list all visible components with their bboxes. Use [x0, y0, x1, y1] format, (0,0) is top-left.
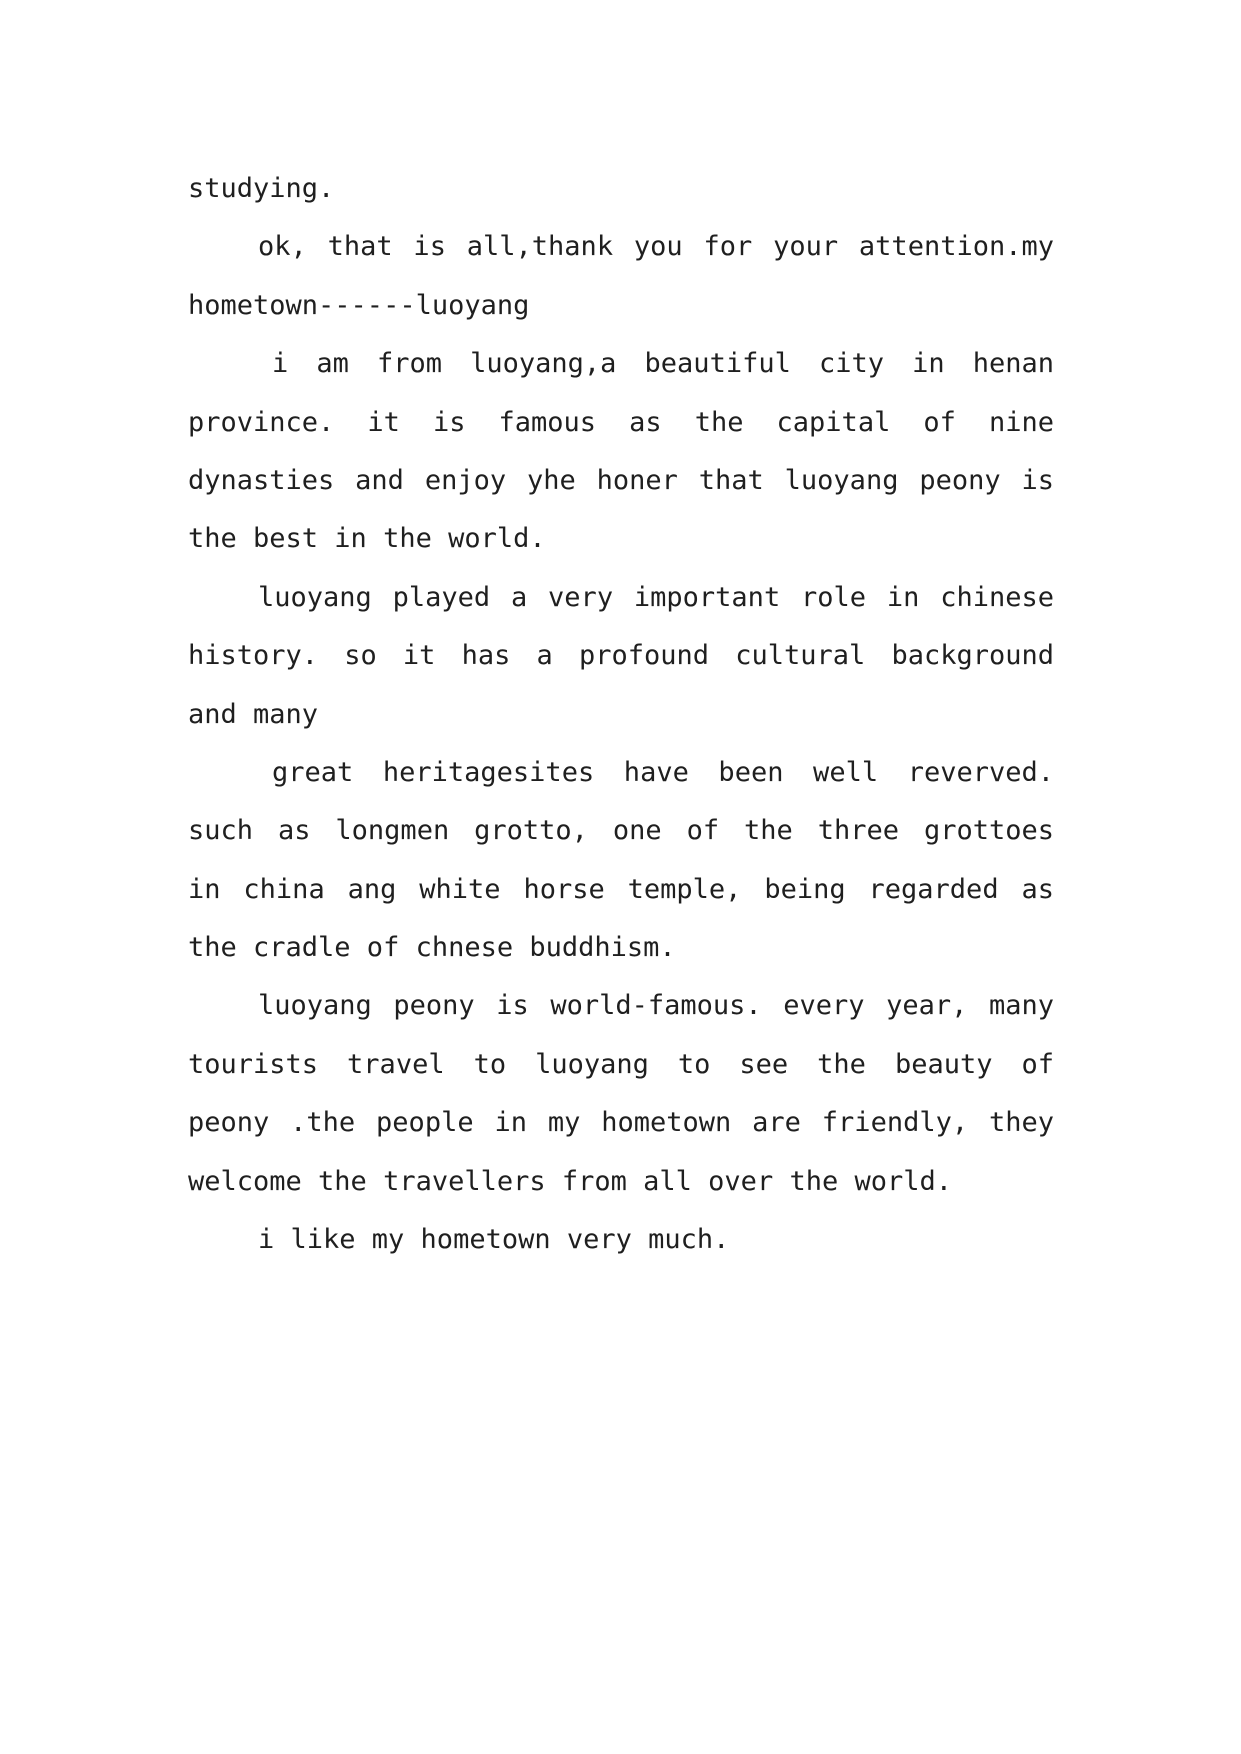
text-line: history. so it has a profound cultural background	[188, 640, 1054, 672]
text-line: the best in the world.	[188, 523, 546, 555]
document-body	[188, 160, 1054, 1269]
text-line: i am from luoyang,a beautiful city in henan	[272, 348, 1054, 380]
text-line: province. it is famous as the capital of nine	[188, 406, 1054, 438]
text-line: hometown------luoyang	[188, 289, 530, 321]
text-line: welcome the travellers from all over the world.	[188, 1165, 953, 1197]
text-line: luoyang played a very important role in chinese	[258, 581, 1054, 613]
text-line: great heritagesites have been well reverved.	[272, 756, 1054, 788]
text-line: and many	[188, 698, 319, 730]
text-line: i like my hometown very much.	[258, 1224, 730, 1256]
text-line: such as longmen grotto, one of the three grottoes	[188, 815, 1054, 847]
text-line: in china ang white horse temple, being regarded as	[188, 873, 1054, 905]
text-line: luoyang peony is world-famous. every year, many	[258, 990, 1054, 1022]
text-line: the cradle of chnese buddhism.	[188, 932, 676, 964]
text-line: tourists travel to luoyang to see the beauty of	[188, 1048, 1054, 1080]
text-line: studying.	[188, 173, 335, 204]
text-line: ok, that is all,thank you for your attention.my	[258, 231, 1054, 263]
text-line: dynasties and enjoy yhe honer that luoyang peony is	[188, 464, 1054, 496]
text-line: peony .the people in my hometown are friendly, they	[188, 1107, 1054, 1139]
